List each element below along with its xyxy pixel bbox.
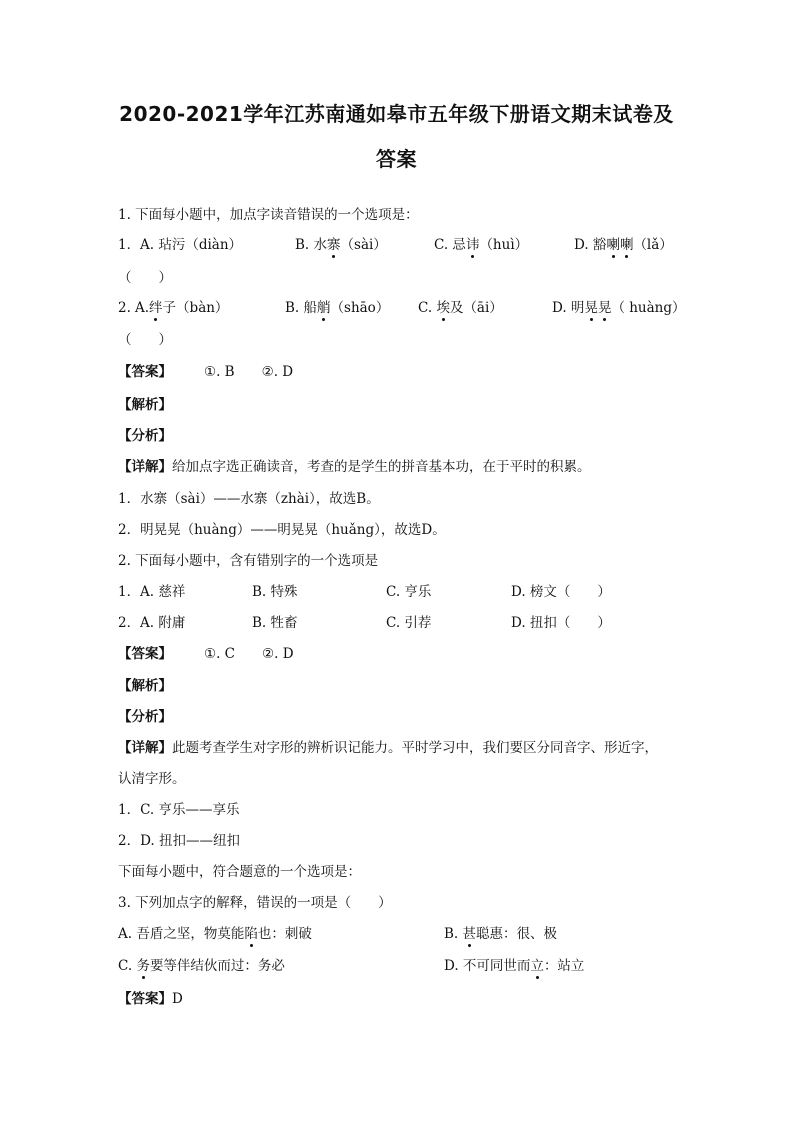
- q2-detail: 【详解】此题考查学生对字形的辨析识记能力。平时学习中，我们要区分同音字、形近字，: [118, 740, 658, 756]
- q3-option-b: B. 甚聪惠：很、极: [444, 926, 558, 942]
- q2-sub1-option-a: A. 慈祥: [140, 584, 186, 600]
- q2-sub2-option-c: C. 引荐: [386, 615, 432, 631]
- q1-sub1-option-d: D. 豁喇喇（lǎ）: [574, 237, 673, 253]
- q1-detail-item-1: 1．水寨（sài）——水寨（zhài），故选B。: [118, 491, 380, 507]
- q1-analysis-label: 【解析】: [118, 397, 172, 413]
- q1-detail-item-2: 2．明晃晃（huàng）——明晃晃（huǎng），故选D。: [118, 522, 446, 538]
- q2-breakdown-label: 【分析】: [118, 709, 172, 725]
- q1-sub1-option-b: B. 水寨（sài）: [295, 237, 387, 253]
- q1-detail: 【详解】给加点字选正确读音，考查的是学生的拼音基本功，在于平时的积累。: [118, 459, 591, 475]
- q2-stem: 2. 下面每小题中，含有错别字的一个选项是: [118, 553, 379, 569]
- q2-sub2-option-b: B. 牲畜: [252, 615, 298, 631]
- doc-title-line1: 2020-2021学年江苏南通如皋市五年级下册语文期末试卷及: [119, 102, 674, 126]
- section-instruction: 下面每小题中，符合题意的一个选项是：: [118, 864, 361, 880]
- q2-answer: ①. C ②. D: [204, 646, 294, 662]
- q1-breakdown-label: 【分析】: [118, 428, 172, 444]
- q3-option-d: D. 不可同世而立：站立: [444, 958, 585, 974]
- q1-answer-label: 【答案】: [118, 364, 172, 380]
- q2-sub1-option-b: B. 特殊: [252, 584, 298, 600]
- q3-option-c: C. 务要等伴结伙而过：务必: [118, 958, 285, 974]
- q1-sub1-answer-blank: （ ）: [118, 270, 172, 286]
- q1-sub1-number: 1．: [118, 237, 141, 253]
- q3-option-a: A. 吾盾之坚，物莫能陷也：刺破: [118, 926, 312, 942]
- q3-answer: 【答案】D: [118, 991, 183, 1007]
- q1-sub1-option-c: C. 忌讳（huì）: [434, 237, 529, 253]
- q1-sub2-option-b: B. 船艄（shāo）: [285, 300, 390, 316]
- q2-detail-cont: 认清字形。: [118, 771, 186, 787]
- q2-sub1-option-d: D. 榜文（ ）: [511, 584, 611, 600]
- q1-answer: ①. B ②. D: [204, 364, 294, 380]
- q2-sub2-number: 2．: [118, 615, 141, 631]
- q1-sub2-option-d: D. 明晃晃（ huàng）: [552, 300, 686, 316]
- q1-stem: 1. 下面每小题中，加点字读音错误的一个选项是：: [118, 207, 419, 223]
- q2-sub1-option-c: C. 亨乐: [386, 584, 432, 600]
- doc-title-line2: 答案: [376, 147, 417, 171]
- q3-stem: 3. 下列加点字的解释，错误的一项是（ ）: [118, 895, 392, 911]
- q1-sub2-number: 2.: [118, 300, 131, 316]
- q2-sub2-option-d: D. 扭扣（ ）: [511, 615, 611, 631]
- q2-answer-label: 【答案】: [118, 646, 172, 662]
- q2-sub1-number: 1．: [118, 584, 141, 600]
- q2-sub2-option-a: A. 附庸: [140, 615, 186, 631]
- q2-detail-item-2: 2．D. 扭扣——纽扣: [118, 833, 241, 849]
- q1-sub2-option-c: C. 埃及（āi）: [418, 300, 503, 316]
- q2-detail-item-1: 1．C. 亨乐——享乐: [118, 802, 240, 818]
- q2-analysis-label: 【解析】: [118, 678, 172, 694]
- q1-sub1-option-a: A. 玷污（diàn）: [140, 237, 243, 253]
- q1-sub2-option-a: A.绊子（bàn）: [135, 300, 229, 316]
- q1-sub2-answer-blank: （ ）: [118, 332, 172, 348]
